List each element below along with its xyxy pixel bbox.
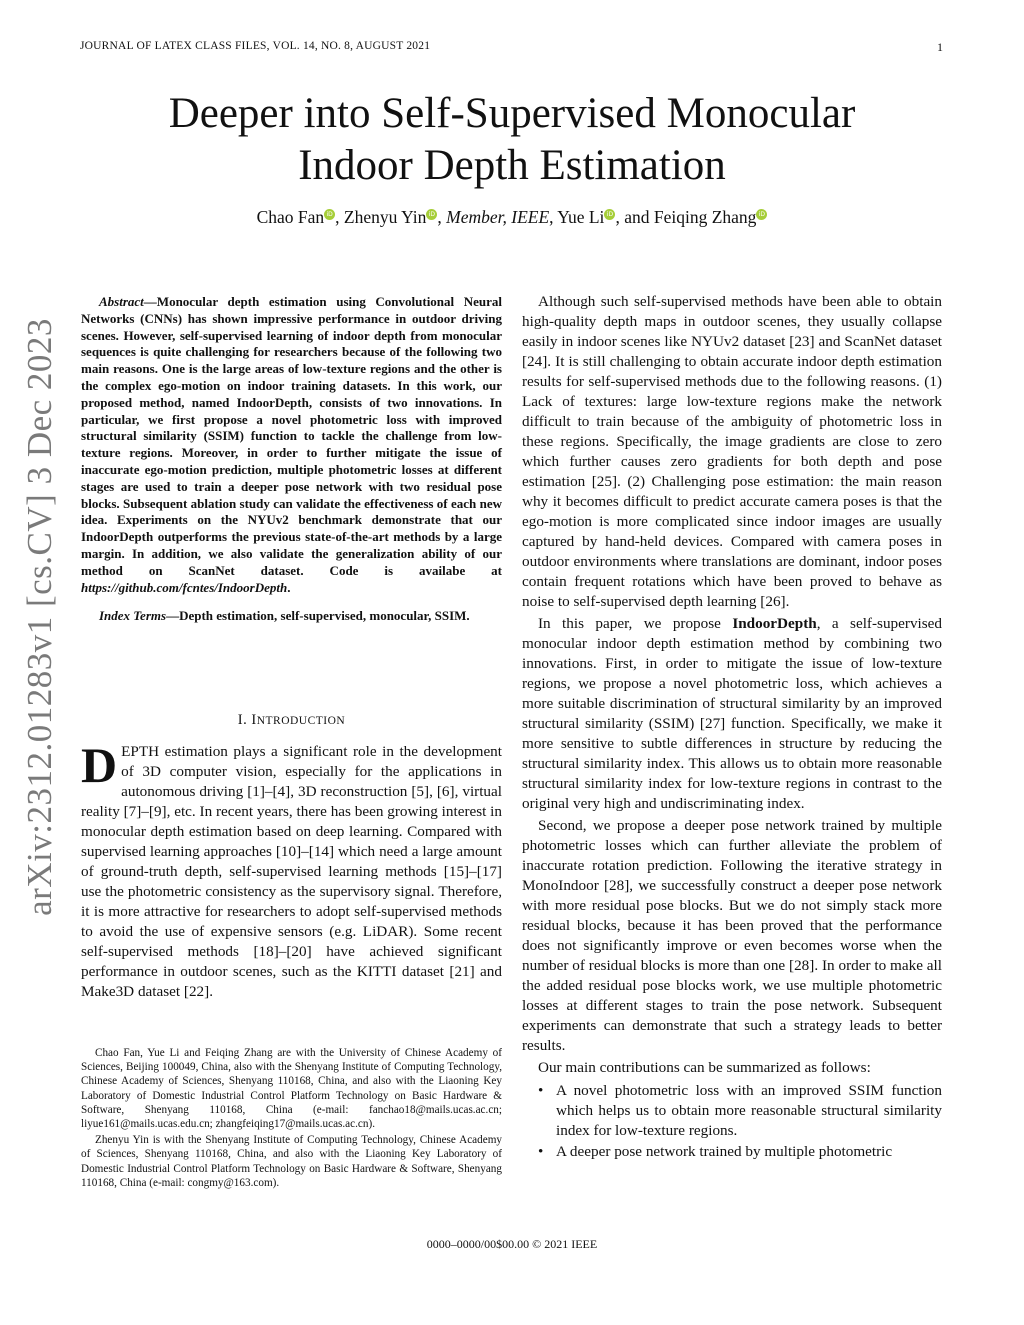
orcid-icon[interactable]: iD	[604, 209, 615, 220]
title-line-2: Indoor Depth Estimation	[298, 142, 726, 189]
section-numeral: I.	[237, 712, 248, 728]
author-list: Chao Fan iD , Zhenyu Yin iD , Member, IEEE, Yue Li iD , and Feiqing Zhang iD	[112, 207, 912, 228]
arxiv-stamp-text: arXiv:2312.01283v1 [cs.CV] 3 Dec 2023	[20, 318, 59, 916]
abstract-paragraph	[81, 294, 502, 596]
abstract-end: .	[287, 579, 291, 595]
section-title-initial: I	[251, 712, 257, 728]
paragraph-2	[522, 614, 942, 814]
section-title-rest: NTRODUCTION	[256, 715, 346, 727]
author-2-membership: Member, IEEE	[446, 207, 550, 227]
running-head: JOURNAL OF LATEX CLASS FILES, VOL. 14, NO. 8, AUGUST 2021	[80, 40, 431, 52]
bullet-icon: •	[538, 1082, 544, 1099]
index-terms	[81, 608, 502, 625]
title-line-1: Deeper into Self-Supervised Monocular	[168, 90, 856, 137]
section-heading-introduction	[81, 712, 502, 729]
orcid-icon[interactable]: iD	[426, 209, 437, 220]
author-conjunction: and	[624, 207, 650, 227]
orcid-icon[interactable]: iD	[756, 209, 767, 220]
author-2: Zhenyu Yin	[343, 207, 427, 227]
paragraph-3: Second, we propose a deeper pose network trained by multiple photometric losses which can further alleviate the problem of inaccurate rotation prediction. Following the iterative strategy in MonoIndoor [28], we successfully construct a deeper pose network with more residual pose blocks. But we do not simply stack more residual blocks, because it has been proved that the performance does not significantly improve or even becomes worse when the number of residual blocks is more than one [28]. In order to make all the added residual pose blocks work, we use multiple photometric losses at different stages to train the pose network. Subsequent experiments can demonstrate that such a strategy leads to better results.	[522, 817, 942, 1054]
paragraph-2-start: In this paper, we propose	[538, 615, 733, 632]
list-item-text: A deeper pose network trained by multiple photometric	[556, 1143, 893, 1160]
abstract-text: —Monocular depth estimation using Convolutional Neural Networks (CNNs) has shown impressive performance in outdoor driving scenes. However, self-supervised learning of indoor depth from monocular sequences is quite challenging for researchers because of the following two main reasons. One is the large areas of low-texture regions and the other is the complex ego-motion on indoor training datasets. In this work, our proposed method, named IndoorDepth, consists of two innovations. In particular, we first propose a novel photometric loss with improved structural similarity (SSIM) function to tackle the challenge from low-texture regions. Moreover, in order to further mitigate the issue of inaccurate ego-motion prediction, multiple photometric losses at different stages are used to train a deeper pose network with two residual pose blocks. Subsequent ablation study can validate the effectiveness of each new idea. Experiments on the NYUv2 benchmark demonstrate that our IndoorDepth outperforms the previous state-of-the-art methods by a large margin. In addition, we also validate the generalization ability of our method on ScanNet dataset. Code is availabe at	[81, 294, 502, 578]
abstract-label: Abstract	[99, 294, 144, 309]
intro-paragraph	[81, 737, 502, 1002]
contribution-list	[522, 1081, 942, 1162]
copyright-footer: 0000–0000/00$00.00 © 2021 IEEE	[426, 1237, 598, 1251]
author-4: Feiqing Zhang	[653, 207, 757, 227]
method-name: IndoorDepth	[732, 615, 817, 632]
abstract	[81, 294, 502, 625]
introduction-text	[81, 737, 502, 1002]
drop-cap: D	[81, 737, 118, 793]
paragraph-2-rest: , a self-supervised monocular indoor depth estimation method by combining two innovations. First, in order to mitigate the issue of low-texture regions, we propose a novel photometric loss, which achieves a more suitable discrimination of structural similarity by an improved structural similarity (SSIM) [27] function. Specifically, we make it more sensitive to subtle differences in structure by reducing the structural similarity index. This allows us to obtain more reasonable structural similarity index for low-texture regions in contrast to the original very high and undiscriminating index.	[522, 615, 942, 812]
paragraph-1: Although such self-supervised methods have been able to obtain high-quality depth maps in outdoor scenes, they usually collapse easily in indoor scenes like NYUv2 dataset [23] and ScanNet dataset [24]. It is still challenging to obtain accurate indoor depth estimation results for self-supervised methods due to the following reasons. (1) Lack of textures: large low-texture regions make the network difficult to train because of the ambiguity of photometric loss in these regions. Specifically, the image gradients are close to zero which further causes zero gradients for both depth and pose estimation [25]. (2) Challenging pose estimation: the main reason why it becomes difficult to predict accurate camera poses is that the ego-motion is more complicated since indoor images are usually captured by hand-held devices. Compared with camera poses in outdoor environments where translations are dominant, indoor poses contain frequent rotations which have been proved to behave as noise to self-supervised depth learning [26].	[522, 293, 942, 610]
paragraph-4: Our main contributions can be summarized as follows:	[538, 1059, 871, 1076]
author-footnotes	[81, 1046, 502, 1192]
bullet-icon: •	[538, 1143, 544, 1160]
list-item-text: A novel photometric loss with an improved SSIM function which helps us to obtain more reasonable structural similarity index for low-texture regions.	[556, 1082, 942, 1139]
orcid-icon[interactable]: iD	[324, 209, 335, 220]
code-link[interactable]: https://github.com/fcntes/IndoorDepth	[81, 579, 288, 595]
footnote-2: Zhenyu Yin is with the Shenyang Institute of Computing Technology, Chinese Academy of Sciences, Shenyang 110168, China, and also with the Liaoning Key Laboratory of Domestic Industrial Control Platform Technology on Basic Hardware & Software, Shenyang 110168, China (e-mail: congmy@163.com).	[81, 1134, 502, 1189]
page-number: 1	[937, 40, 943, 54]
footnote-1: Chao Fan, Yue Li and Feiqing Zhang are with the University of Chinese Academy of Sciences, Beijing 100049, China, also with the Shenyang Institute of Computing Technology, Chinese Academy of Sciences, Shenyang 110168, China, and also with the Liaoning Key Laboratory of Domestic Industrial Control Platform Technology on Basic Hardware & Software, Shenyang 110168, China (e-mail: fanchao18@mails.ucas.ac.cn; liyue161@mails.ucas.edu.cn; zhangfeiqing17@mails.ucas.ac.cn).	[81, 1047, 502, 1131]
author-3: Yue Li	[557, 207, 605, 227]
list-item	[522, 1142, 942, 1162]
intro-paragraph-text: EPTH estimation plays a significant role in the development of 3D computer vision, especially for the applications in autonomous driving [1]–[4], 3D reconstruction [5], [6], virtual reality [7]–[9], etc. In recent years, there has been growing interest in monocular depth estimation based on deep learning. Compared with supervised learning approaches [10]–[14] which need a large amount of ground-truth depth, self-supervised learning methods [15]–[17] use the photometric consistency as the supervisory signal. Therefore, it is more attractive for researchers to adopt self-supervised methods to avoid the use of expensive sensors (e.g. LiDAR). Some recent self-supervised methods [18]–[20] have achieved significant performance in outdoor scenes, such as the KITTI dataset [21] and Make3D dataset [22].	[81, 743, 502, 1000]
index-terms-label: Index Terms	[99, 608, 167, 624]
author-1: Chao Fan	[256, 207, 325, 227]
list-item	[522, 1081, 942, 1141]
paper-title	[112, 88, 912, 192]
right-column	[522, 292, 942, 1163]
index-terms-text: —Depth estimation, self-supervised, monocular, SSIM.	[166, 608, 470, 624]
